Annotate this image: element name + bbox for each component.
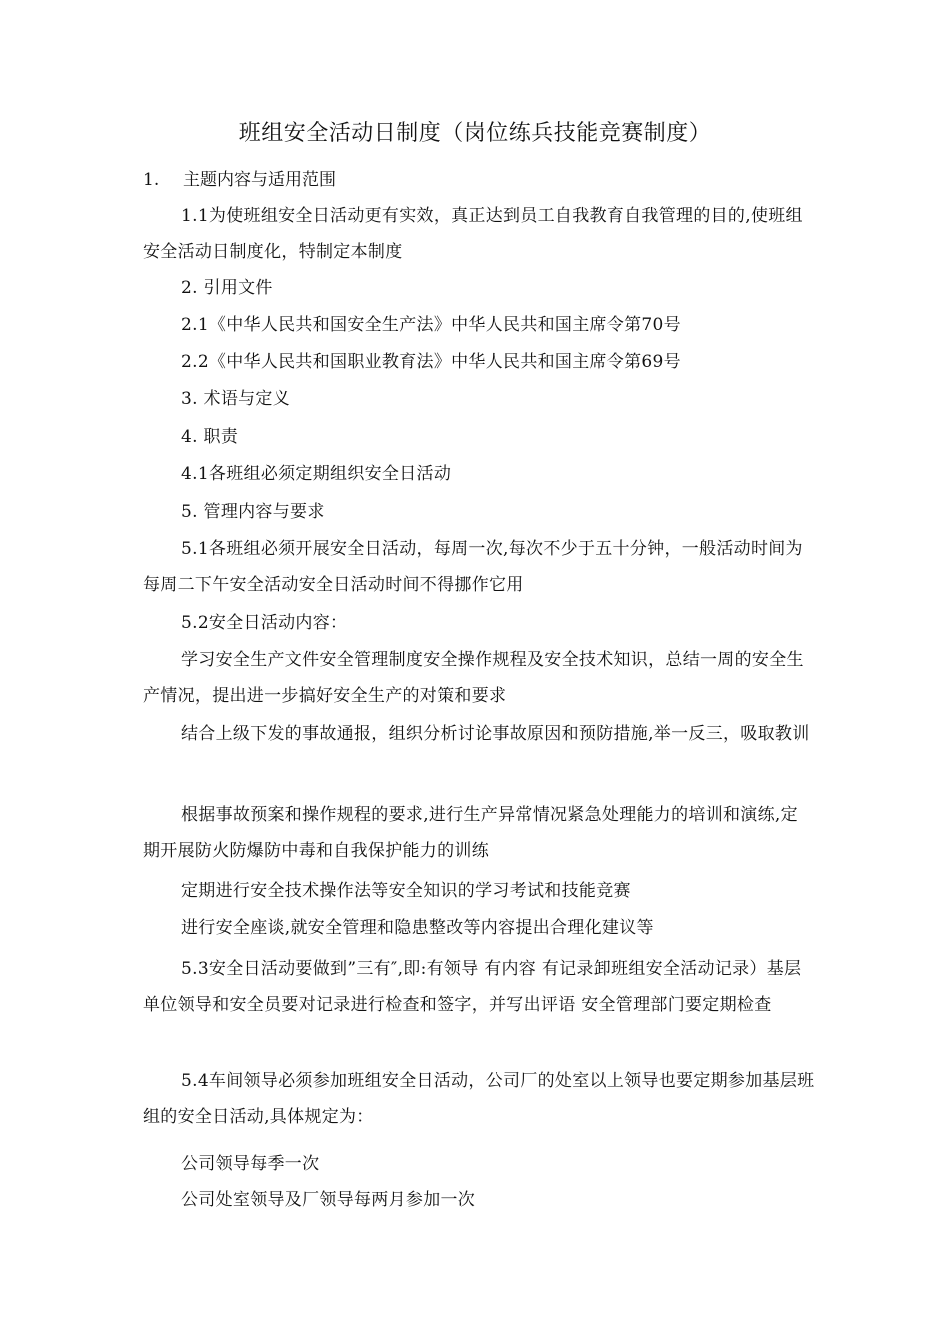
paragraph-2-2: 2.2《中华人民共和国职业教育法》中华人民共和国主席令第69号: [181, 352, 681, 372]
section-heading-text: 主题内容与适用范围: [183, 170, 336, 190]
paragraph-department: 公司处室领导及厂领导每两月参加一次: [181, 1190, 476, 1210]
section-heading-1: [143, 162, 336, 198]
paragraph-5: 5. 管理内容与要求: [181, 502, 325, 522]
document-title: 班组安全活动日制度（岗位练兵技能竞赛制度）: [238, 121, 712, 146]
section-number: 1.: [143, 170, 160, 190]
paragraph-exam: 定期进行安全技术操作法等安全知识的学习考试和技能竞赛: [181, 881, 631, 901]
paragraph-study: 学习安全生产文件安全管理制度安全操作规程及安全技术知识，总结一周的安全生产情况，提出进一步搞好安全生产的对策和要求: [143, 650, 804, 706]
paragraph-accident: 结合上级下发的事故通报，组织分析讨论事故原因和预防措施,举一反三，吸取教训: [181, 724, 810, 744]
paragraph-4-1: 4.1各班组必须定期组织安全日活动: [181, 464, 452, 484]
paragraph-forum: 进行安全座谈,就安全管理和隐患整改等内容提出合理化建议等: [181, 918, 654, 938]
paragraph-3: 3. 术语与定义: [181, 389, 291, 409]
paragraph-company: 公司领导每季一次: [181, 1154, 320, 1174]
paragraph-2: 2. 引用文件: [181, 278, 273, 298]
paragraph-drill: 根据事故预案和操作规程的要求,进行生产异常情况紧急处理能力的培训和演练,定期开展防火防爆防中毒和自我保护能力的训练: [143, 805, 798, 861]
paragraph-2-1: 2.1《中华人民共和国安全生产法》中华人民共和国主席令第70号: [181, 315, 681, 335]
paragraph-5-4: 5.4车间领导必须参加班组安全日活动，公司厂的处室以上领导也要定期参加基层班组的安全日活动,具体规定为：: [143, 1071, 815, 1127]
paragraph-1-1: 1.1为使班组安全日活动更有实效，真正达到员工自我教育自我管理的目的,使班组安全活动日制度化，特制定本制度: [143, 206, 803, 262]
paragraph-5-1: 5.1各班组必须开展安全日活动，每周一次,每次不少于五十分钟，一般活动时间为每周二下午安全活动安全日活动时间不得挪作它用: [143, 539, 803, 595]
paragraph-5-3: 5.3安全日活动要做到”三有″,即:有领导 有内容 有记录卸班组安全活动记录）基层单位领导和安全员要对记录进行检查和签字，并写出评语 安全管理部门要定期检查: [143, 959, 802, 1015]
paragraph-4: 4. 职责: [181, 427, 239, 447]
paragraph-5-2: 5.2安全日活动内容：: [181, 613, 348, 633]
